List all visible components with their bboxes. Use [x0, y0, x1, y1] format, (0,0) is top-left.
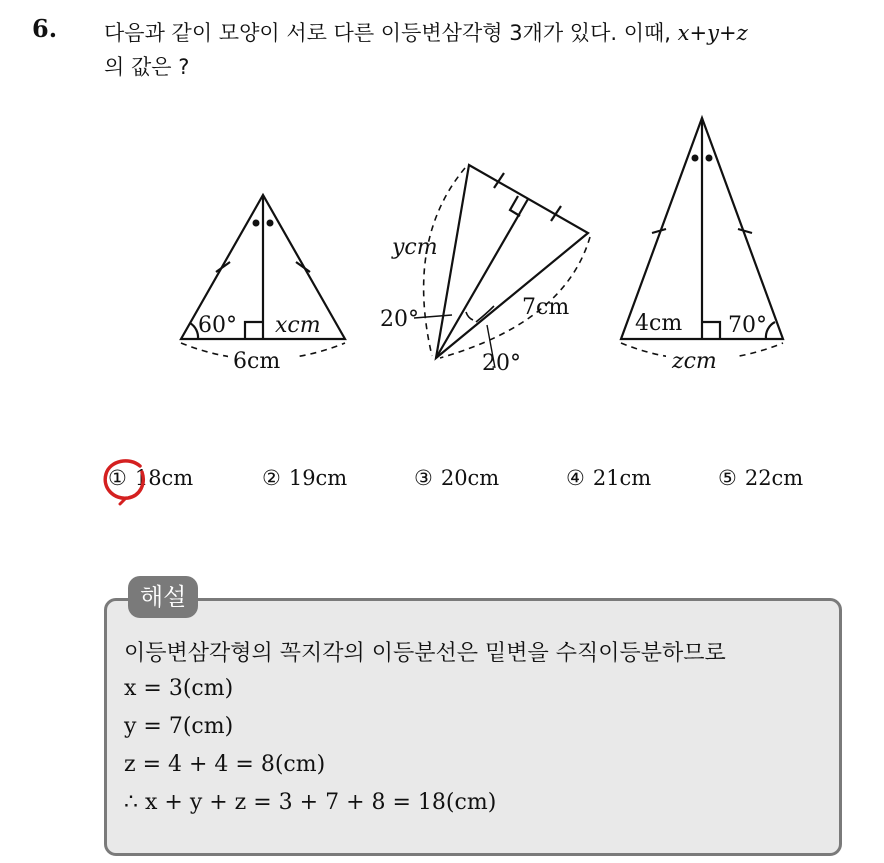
- choice-2-label: 19cm: [288, 466, 348, 490]
- choice-2-number: ②: [262, 466, 281, 490]
- triangle-1-angle-arc: [190, 323, 198, 339]
- choice-5[interactable]: [718, 466, 803, 490]
- solution-line-1: 이등변삼각형의 꼭지각의 이등분선은 밑변을 수직이등분하므로: [124, 641, 726, 666]
- triangle-2-length-label: 7cm: [522, 295, 570, 320]
- choice-4-label: 21cm: [592, 466, 652, 490]
- choice-2[interactable]: [262, 466, 347, 490]
- solution-line-2: x = 3(cm): [124, 676, 234, 701]
- answer-circle-mark: [100, 454, 154, 506]
- triangle-1-dot: [253, 220, 260, 227]
- triangle-3-angle-label: 70°: [728, 313, 767, 338]
- triangle-2-left-brace: [424, 168, 465, 356]
- triangle-3-base-label: zcm: [672, 349, 717, 374]
- choice-3-number: ③: [414, 466, 433, 490]
- choice-5-number: ⑤: [718, 466, 737, 490]
- triangle-1-side-label: xcm: [275, 313, 321, 338]
- triangle-1-angle-label: 60°: [198, 313, 237, 338]
- solution-line-3: y = 7(cm): [124, 714, 234, 739]
- choice-1-label: 18cm: [134, 466, 194, 490]
- triangle-3-right-angle: [702, 322, 720, 339]
- triangles-figure: [0, 100, 884, 400]
- choice-4[interactable]: [566, 466, 651, 490]
- triangle-2: [414, 165, 590, 368]
- solution-tag: 해설: [128, 576, 198, 618]
- question-text: [104, 16, 874, 84]
- triangle-3-dot: [706, 155, 713, 162]
- choice-3-label: 20cm: [440, 466, 500, 490]
- triangle-2-leader-left: [414, 315, 452, 318]
- triangle-1-right-angle: [245, 322, 263, 339]
- solution-line-4: z = 4 + 4 = 8(cm): [124, 752, 326, 777]
- choice-3[interactable]: [414, 466, 499, 490]
- question-text-line2: 의 값은 ?: [104, 55, 190, 79]
- solution-line-5: ∴ x + y + z = 3 + 7 + 8 = 18(cm): [124, 790, 497, 815]
- triangle-2-arc-left: [466, 312, 473, 320]
- triangle-2-arc-right: [476, 306, 494, 322]
- triangle-3-left-label: 4cm: [635, 311, 683, 336]
- question-expression: x+y+z: [677, 21, 748, 45]
- choice-4-number: ④: [566, 466, 585, 490]
- triangle-3-dot: [692, 155, 699, 162]
- choice-1-number: ①: [108, 466, 127, 490]
- triangle-2-right-angle: [510, 196, 520, 216]
- triangle-2-angle-left: 20°: [380, 307, 419, 332]
- triangle-3-angle-arc: [766, 322, 775, 339]
- triangle-1-dot: [267, 220, 274, 227]
- question-text-line1: 다음과 같이 모양이 서로 다른 이등변삼각형 3개가 있다. 이때,: [104, 21, 671, 45]
- choice-5-label: 22cm: [744, 466, 804, 490]
- triangle-1-base-label: 6cm: [233, 349, 281, 374]
- triangle-2-side-label: ycm: [392, 235, 438, 260]
- question-number: 6.: [32, 14, 58, 43]
- triangle-2-angle-bottom: 20°: [482, 351, 521, 376]
